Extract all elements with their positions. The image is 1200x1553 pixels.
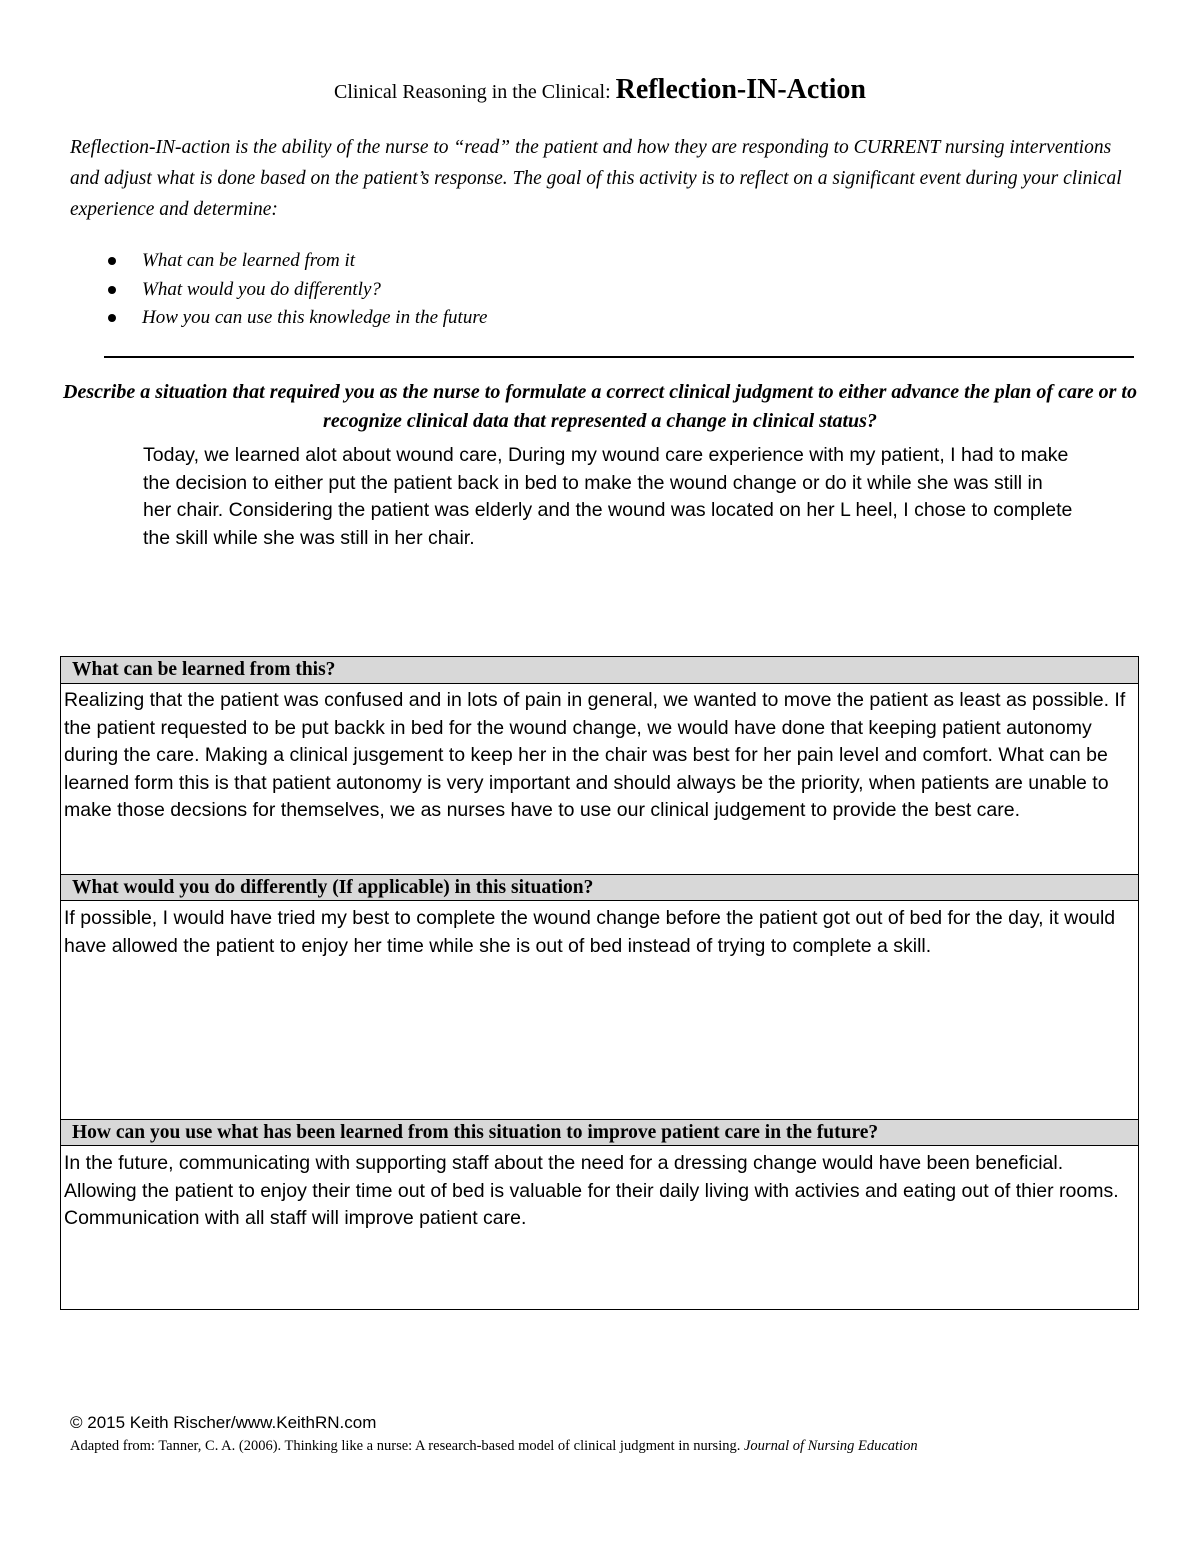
list-item-text: How you can use this knowledge in the future [142,307,488,328]
bullet-icon [108,286,116,294]
bullet-icon [108,257,116,265]
answer-learned: Realizing that the patient was confused and in lots of pain in general, we wanted to move the patient as least as possible. If the patient requested to be put backk in bed for the wound change, we would have done that keeping patient autonomy during the care. Making a clinical jusgement to keep her in the chair was best for her pain level and comfort. What can be learned form this is that patient autonomy is very important and should always be the priority, when patients are unable to make those decsions for themselves, we as nurses have to use our clinical judgement to provide the best care. [64,689,1126,821]
question-heading-future: How can you use what has been learned from this situation to improve patient care in the future? [61,1119,1138,1146]
answer-differently: If possible, I would have tried my best to complete the wound change before the patient got out of bed for the day, it would have allowed the patient to enjoy her time while she is out of bed instead of trying to complete a skill. [64,907,1116,957]
reflection-table [60,656,1139,1310]
intro-paragraph: Reflection-IN-action is the ability of the nurse to “read” the patient and how they are responding to CURRENT nursing interventions and adjust what is done based on the patient’s response. The goal of this activity is to reflect on a significant event during your clinical experience and determine: [70,137,1122,220]
situation-answer: Today, we learned alot about wound care, During my wound care experience with my patient, I had to make the decision to either put the patient back in bed to make the wound change or do it while she was still in her chair. Considering the patient was elderly and the wound was located on her L heel, I chose to complete the skill while she was still in her chair. [143,444,1073,549]
page-title [0,74,1200,108]
title-prefix: Clinical Reasoning in the Clinical: [334,81,616,103]
list-item-text: What would you do differently? [142,278,381,300]
list-item-text: What can be learned from it [142,250,356,271]
answer-future: In the future, communicating with supporting staff about the need for a dressing change would have been beneficial. Allowing the patient to enjoy their time out of bed is valuable for their daily living with activies and eating out of thier rooms. Communication with all staff will improve patient care. [64,1152,1119,1229]
bullet-icon [108,314,116,322]
question-heading-differently: What would you do differently (If applicable) in this situation? [61,874,1138,901]
situation-prompt: Describe a situation that required you as the nurse to formulate a correct clinical judgment to either advance the plan of care or to recognize clinical data that represented a change in clinical status? [63,381,1137,432]
title-main: Reflection-IN-Action [615,74,866,105]
question-heading-learned: What can be learned from this? [61,657,1138,684]
citation-text: Adapted from: Tanner, C. A. (2006). Thinking like a nurse: A research-based model of clinical judgment in nursing. [70,1438,744,1454]
list-item [104,276,487,305]
reflection-goals-list [104,247,487,333]
copyright: © 2015 Keith Rischer/www.KeithRN.com [70,1413,377,1432]
list-item [104,247,487,276]
citation-journal: Journal of Nursing Education [743,1438,918,1454]
citation [70,1436,1150,1456]
list-item [104,304,487,333]
section-divider [104,356,1134,358]
